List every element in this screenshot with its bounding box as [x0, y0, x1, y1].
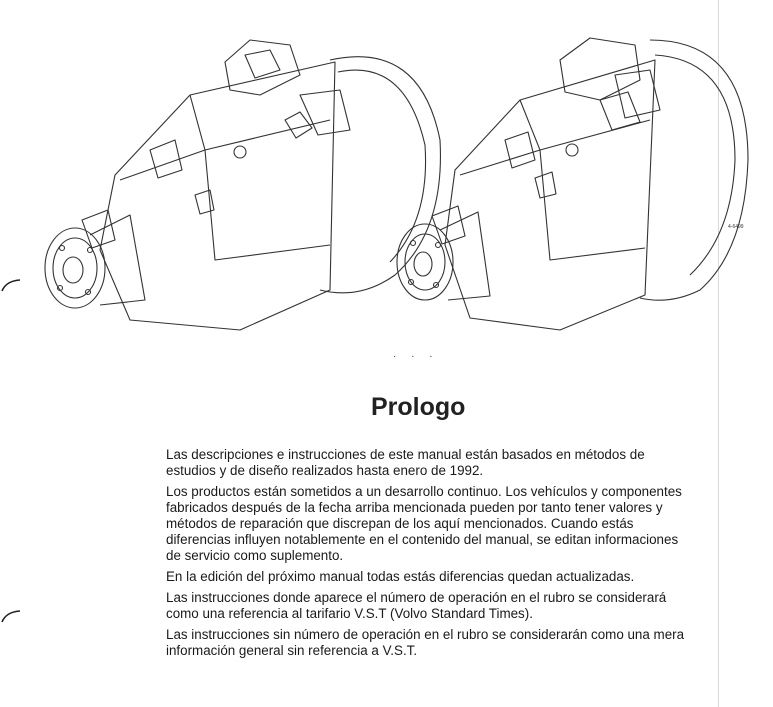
paragraph: Las descripciones e instrucciones de este manual están basados en métodos de estudios y de diseño realizados hasta enero de 1992. [166, 447, 645, 478]
gearbox-right-drawing [397, 38, 748, 330]
figure-code: 4-6499 [728, 224, 744, 230]
paragraph: Las instrucciones donde aparece el número de operación en el rubro se considerará como una referencia al tarifario V.S.T (Volvo Standard Times). [166, 590, 667, 621]
gearbox-left-drawing [45, 40, 440, 330]
paragraph: En la edición del próximo manual todas estás diferencias quedan actualizadas. [166, 569, 635, 584]
paragraph: Las instrucciones sin número de operación en el rubro se considerarán como una mera información general sin referencia a V.S.T. [166, 627, 685, 658]
page-title: Prologo [371, 393, 466, 421]
prologue-body [166, 447, 690, 664]
paragraph: Los productos están sometidos a un desarrollo continuo. Los vehículos y componentes fabricados después de la fecha arriba mencionada pueden por tanto tener valores y métodos de reparación que discrepan de los aquí mencionados. Cuando estás diferencias influyen notablemente en el contenido del manual, se editan informaciones de servicio como suplemento. [166, 484, 682, 563]
binding-mark-bottom [0, 609, 22, 623]
separator-dots: · · · [393, 351, 439, 362]
